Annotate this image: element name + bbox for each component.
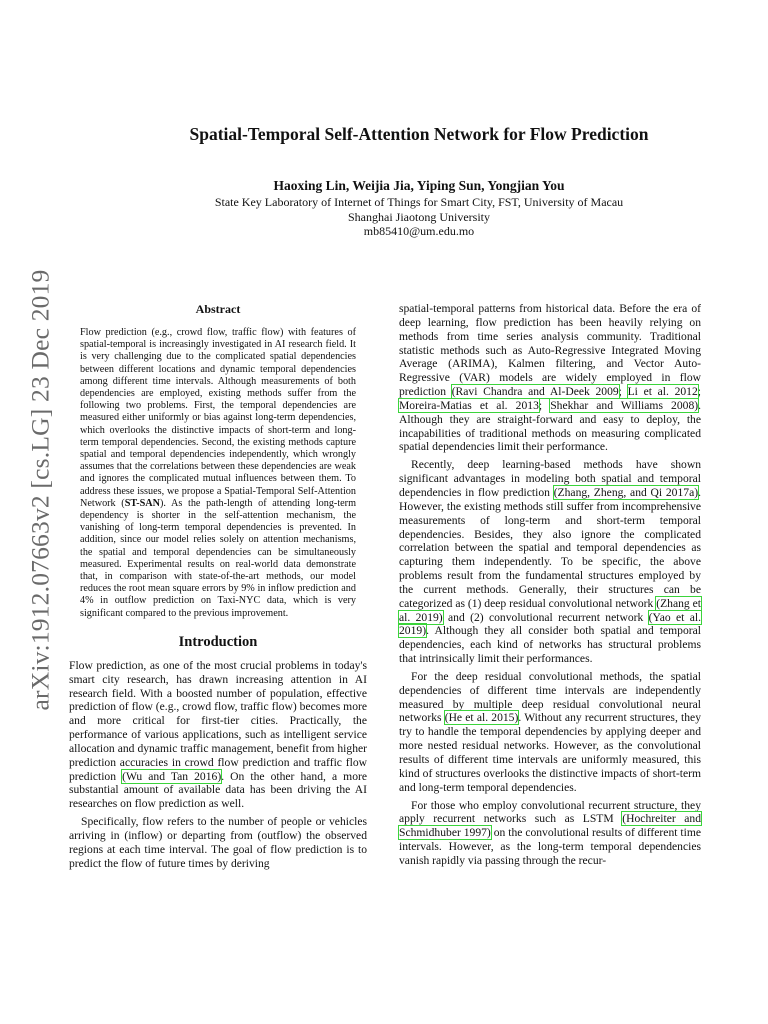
right-p1-text-b: . Although they are straight-forward and easy to deploy, the incapabilities of traditional methods on measuring complicated spatial dependencies limit their performance.	[399, 398, 702, 454]
intro-paragraph-2: Specifically, flow refers to the number of people or vehicles arriving in (inflow) or departing from (outflow) the observed regions at each time interval. The goal of flow prediction is to predict the flow of future times by deriving	[69, 815, 367, 870]
left-column	[69, 302, 367, 871]
citation-link[interactable]: (Zhang et al. 2019)	[399, 596, 701, 624]
paper-title: Spatial-Temporal Self-Attention Network for Flow Prediction	[189, 124, 649, 144]
right-p2-text-a: Recently, deep learning-based methods have shown significant advantages in modeling both spatial and temporal dependencies in flow prediction	[399, 458, 701, 499]
right-paragraph-3	[399, 670, 701, 795]
citation-link[interactable]: (Zhang, Zheng, and Qi 2017a)	[553, 485, 699, 499]
right-paragraph-4	[399, 799, 701, 868]
right-p2-text-d: . Although they all consider both spatial and temporal dependencies, each kind of networks has structural problems that intrinsically limit their performances.	[399, 624, 701, 666]
citation-separator: ;	[538, 398, 551, 412]
abstract-heading: Abstract	[195, 302, 241, 316]
citation-link[interactable]: (He et al. 2015)	[444, 711, 519, 725]
intro-p1-text-a: Flow prediction, as one of the most crucial problems in today's smart city research, has drawn increasing attention in AI research field. With a boosted number of population, effective prediction of flow (e.g., crowd flow, traffic flow) becomes more and more critical for first-tier cities. Practically, the performance of various applications, such as intelligent service allocation and dynamic traffic management, benefit from higher prediction accuracies in crowd flow prediction and traffic flow prediction	[69, 658, 367, 783]
citation-link[interactable]: (Wu and Tan 2016)	[122, 769, 222, 783]
citation-separator: ;	[618, 385, 628, 399]
arxiv-identifier: arXiv:1912.07663v2 [cs.LG] 23 Dec 2019	[25, 269, 55, 711]
introduction-section	[69, 659, 367, 871]
arxiv-side-stamp	[20, 270, 60, 710]
citation-link[interactable]: (Ravi Chandra and Al-Deek 2009	[451, 385, 619, 399]
right-p3-text-a: For the deep residual convolutional methods, the spatial dependencies of different time intervals are independently measured by multiple deep residual convolutional neural networks	[399, 669, 701, 725]
right-paragraph-2	[399, 458, 701, 666]
right-column-body	[399, 302, 701, 868]
citation-link[interactable]: (Hochreiter and Schmidhuber 1997)	[399, 812, 701, 840]
intro-paragraph-1	[69, 659, 367, 811]
citation-link[interactable]: Moreira-Matias et al. 2013	[399, 398, 539, 412]
affiliation-block	[70, 195, 768, 239]
citation-link[interactable]: Li et al. 2012	[627, 385, 698, 399]
right-p4-text-b: on the convolutional results of different time intervals. However, as the long-term temporal dependencies vanish rapidly via passing through the recur-	[399, 826, 701, 867]
citation-link[interactable]: (Yao et al. 2019)	[399, 610, 701, 638]
abstract-text-part-1: Flow prediction (e.g., crowd flow, traffic flow) with features of spatial-temporal is increasingly investigated in AI research field. It is very challenging due to the complicated spatial dependencies between different locations and dynamic temporal dependencies among different time intervals. Although measurements of both dependencies are employed, existing methods suffer from the following two problems. First, the temporal dependencies are measured either uniformly or bias against long-term dependencies, which overlooks the distinctive impacts of short-term and long-term temporal dependencies. Second, the existing methods capture spatial and temporal dependencies independently, which wrongly assumes that the correlations between these dependencies are weak and ignores the complicated mutual influences between them. To address these issues, we propose a Spatial-Temporal Self-Attention Network (	[80, 327, 356, 509]
abstract-text	[80, 327, 356, 620]
right-column	[399, 302, 701, 868]
right-p1-text-a: spatial-temporal patterns from historical data. Before the era of deep learning, flow prediction has been heavily relying on methods from time series analysis community. Traditional statistic methods such as Auto-Regressive Integrated Moving Average (ARIMA), Kalmen filtering, and Vector Auto-Regressive (VAR) models are widely employed in flow prediction	[399, 302, 701, 399]
abstract-section	[69, 327, 367, 620]
citation-separator: ;	[697, 385, 701, 399]
author-email: mb85410@um.edu.mo	[363, 224, 475, 238]
model-name: ST-SAN	[124, 497, 160, 509]
citation-link[interactable]: Shekhar and Williams 2008)	[550, 398, 699, 412]
right-paragraph-1	[399, 302, 701, 454]
abstract-text-part-2: ). As the path-length of attending long-term dependency is shorter in the self-attention mechanism, the vanishing of long-term temporal dependencies is prevented. In addition, since our model relies solely on attention mechanisms, the spatial and temporal dependencies can be simultaneously measured. Experimental results on real-world data demonstrate that, in comparison with state-of-the-art methods, our model reduces the root mean square errors by 9% in inflow prediction and 4% in outflow prediction on Taxi-NYC data, which is very significant compared to the previous improvement.	[80, 497, 356, 619]
right-p3-text-b: . Without any recurrent structures, they try to handle the temporal dependencies by applying deeper and more nested residual networks. However, as the convolutional results of different time intervals are uniformly measured, this kind of structures overlooks the distinctive impacts of short-term and long-term temporal dependencies.	[399, 711, 701, 794]
right-p2-text-c: and (2) convolutional recurrent network	[442, 610, 649, 624]
right-p4-text-a: For those who employ convolutional recurrent structure, they apply recurrent networks such as LSTM	[399, 798, 701, 826]
intro-p1-text-b: . On the other hand, a more substantial amount of available data has been driving the AI researches on flow prediction as well.	[69, 769, 367, 811]
right-p2-text-b: . However, the existing methods still suffer from incomprehensive measurements of long-term and short-term temporal dependencies. Besides, they also ignore the complicated correlation between the spatial and temporal dependencies as capturing them independently. To be specific, the above problems result from the fundamental structures employed by the current methods. Generally, their structures can be categorized as (1) deep residual convolutional network	[399, 485, 701, 610]
affiliation-line-2: Shanghai Jiaotong University	[348, 209, 490, 224]
introduction-heading: Introduction	[178, 633, 258, 650]
author-list: Haoxing Lin, Weijia Jia, Yiping Sun, Yongjian You	[273, 178, 565, 193]
affiliation-line-1: State Key Laboratory of Internet of Things for Smart City, FST, University of Macau	[214, 195, 624, 209]
